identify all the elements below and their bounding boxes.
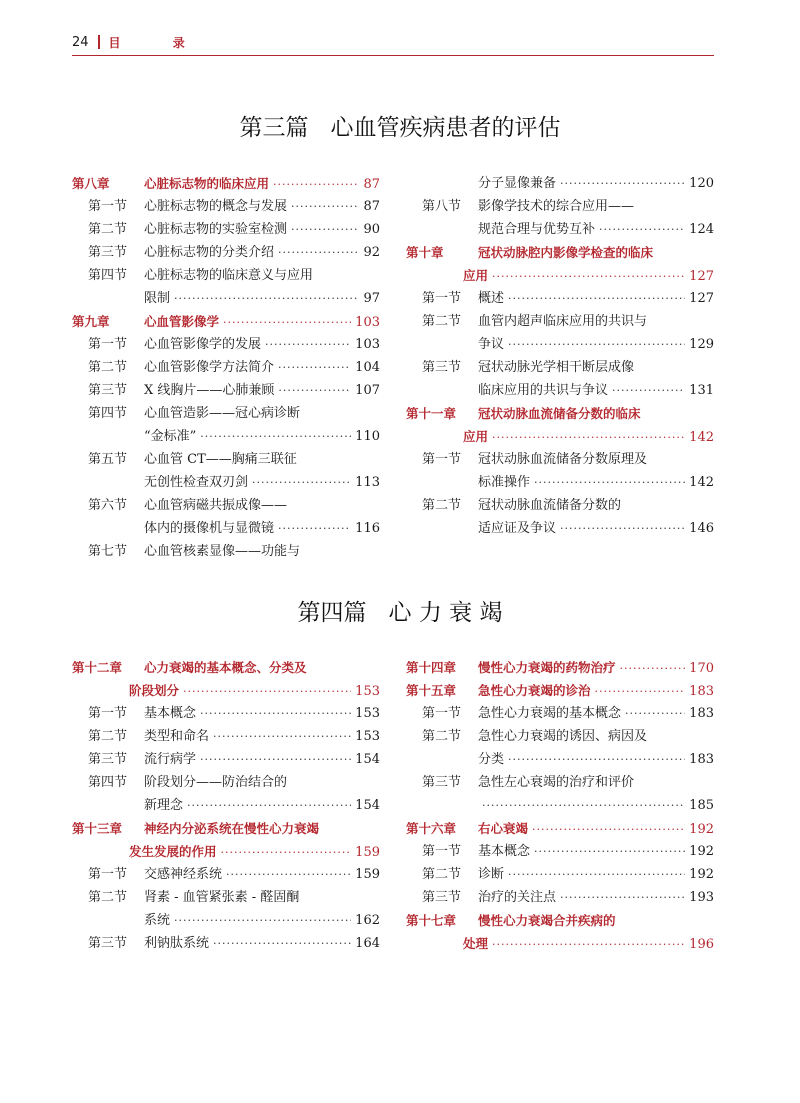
toc-entry-title: 慢性心力衰竭合并疾病的: [478, 913, 616, 928]
toc-entry-continuation[interactable]: [72, 679, 380, 702]
toc-chapter-entry[interactable]: [72, 172, 380, 195]
dot-leader: [221, 841, 352, 864]
toc-entry-title: 阶段划分——防治结合的: [144, 775, 288, 790]
toc-entry-title: 争议: [478, 337, 505, 352]
toc-entry-title: 血管内超声临床应用的共识与: [478, 314, 648, 329]
toc-entry-title: 类型和命名: [144, 729, 210, 744]
part-4-right-column: [406, 656, 714, 955]
dot-leader: [532, 818, 685, 841]
toc-entry-title: 神经内分泌系统在慢性心力衰竭: [144, 821, 320, 836]
toc-entry-page: 153: [355, 706, 380, 721]
toc-entry-title: 急性心力衰竭的基本概念: [478, 706, 622, 721]
toc-section-entry[interactable]: [406, 863, 714, 886]
toc-entry-title: 分类: [478, 752, 505, 767]
toc-entry-page: 90: [363, 222, 380, 237]
toc-entry-page: 127: [689, 269, 714, 284]
toc-entry-page: 124: [689, 222, 714, 237]
toc-entry-title: 心脏标志物的概念与发展: [144, 199, 288, 214]
toc-section-entry[interactable]: [72, 264, 380, 287]
toc-chapter-entry[interactable]: [406, 909, 714, 932]
toc-entry-title: 心力衰竭的基本概念、分类及: [144, 660, 307, 675]
toc-section-entry[interactable]: [72, 379, 380, 402]
toc-section-entry[interactable]: [72, 218, 380, 241]
toc-entry-title: 治疗的关注点: [478, 890, 557, 905]
toc-chapter-entry[interactable]: [406, 241, 714, 264]
part-4-title: [0, 594, 800, 627]
dot-leader: [252, 471, 351, 494]
toc-section-entry[interactable]: [406, 356, 714, 379]
part-3-title: [0, 109, 800, 142]
part-4-name: 心 力 衰 竭: [388, 600, 503, 626]
toc-entry-label: 第一节: [88, 199, 128, 214]
toc-chapter-entry[interactable]: [72, 817, 380, 840]
dot-leader: [534, 471, 685, 494]
toc-entry-title: 发生发展的作用: [129, 844, 217, 859]
toc-section-entry[interactable]: [406, 448, 714, 471]
toc-entry-title: 影像学技术的综合应用——: [478, 199, 635, 214]
dot-leader: [612, 379, 685, 402]
toc-entry-label: 第二节: [422, 314, 462, 329]
toc-section-entry[interactable]: [72, 886, 380, 909]
toc-entry-label: 第十一章: [406, 406, 457, 421]
dot-leader: [200, 702, 351, 725]
toc-entry-continuation[interactable]: [406, 218, 714, 241]
toc-chapter-entry[interactable]: [72, 310, 380, 333]
dot-leader: [508, 333, 685, 356]
toc-entry-label: 第三节: [88, 752, 128, 767]
toc-entry-title: 冠状动脉血流储备分数的: [478, 498, 622, 513]
toc-entry-label: 第五节: [88, 452, 128, 467]
dot-leader: [226, 863, 351, 886]
toc-entry-label: 第四节: [88, 268, 128, 283]
toc-section-entry[interactable]: [72, 448, 380, 471]
dot-leader: [560, 517, 685, 540]
toc-entry-page: 92: [363, 245, 380, 260]
part-3-left-column: [72, 172, 380, 563]
dot-leader: [273, 173, 359, 196]
toc-entry-title: 急性心力衰竭的诱因、病因及: [478, 729, 648, 744]
toc-section-entry[interactable]: [72, 748, 380, 771]
dot-leader: [291, 195, 359, 218]
toc-entry-title: 冠状动脉光学相干断层成像: [478, 360, 635, 375]
toc-entry-title: 心血管影像学: [144, 314, 220, 329]
toc-entry-continuation[interactable]: [72, 517, 380, 540]
toc-entry-title: 体内的摄像机与显微镜: [144, 521, 275, 536]
toc-section-entry[interactable]: [406, 886, 714, 909]
toc-entry-page: 142: [689, 475, 714, 490]
toc-chapter-entry[interactable]: [406, 656, 714, 679]
toc-chapter-entry[interactable]: [406, 817, 714, 840]
dot-leader: [291, 218, 359, 241]
dot-leader: [174, 909, 351, 932]
toc-section-entry[interactable]: [72, 241, 380, 264]
toc-entry-label: 第三节: [88, 936, 128, 951]
toc-entry-page: 97: [363, 291, 380, 306]
toc-entry-continuation[interactable]: [72, 909, 380, 932]
toc-entry-label: 第一节: [422, 452, 462, 467]
header-rule: [72, 55, 714, 56]
toc-entry-title: 适应证及争议: [478, 521, 557, 536]
toc-entry-label: 第三节: [88, 383, 128, 398]
toc-section-entry[interactable]: [72, 356, 380, 379]
toc-entry-title: 流行病学: [144, 752, 197, 767]
toc-section-entry[interactable]: [406, 310, 714, 333]
toc-chapter-entry[interactable]: [72, 656, 380, 679]
dot-leader: [278, 356, 351, 379]
toc-entry-title: 诊断: [478, 867, 505, 882]
dot-leader: [278, 517, 351, 540]
dot-leader: [492, 426, 685, 449]
toc-entry-page: 170: [689, 661, 714, 676]
toc-entry-title: 冠状动脉腔内影像学检查的临床: [478, 245, 654, 260]
toc-entry-page: 159: [355, 845, 380, 860]
toc-entry-continuation[interactable]: [406, 748, 714, 771]
toc-entry-label: 第八章: [72, 176, 110, 191]
dot-leader: [508, 863, 685, 886]
toc-entry-continuation[interactable]: [406, 471, 714, 494]
toc-entry-title: 标准操作: [478, 475, 531, 490]
toc-entry-label: 第一节: [422, 844, 462, 859]
toc-section-entry[interactable]: [72, 540, 380, 563]
toc-entry-label: 第二节: [422, 729, 462, 744]
dot-leader: [508, 748, 685, 771]
toc-section-entry[interactable]: [406, 702, 714, 725]
toc-entry-continuation[interactable]: [406, 172, 714, 195]
toc-entry-continuation[interactable]: [406, 794, 714, 817]
toc-entry-title: 急性心力衰竭的诊治: [478, 683, 591, 698]
toc-section-entry[interactable]: [72, 771, 380, 794]
toc-section-entry[interactable]: [72, 863, 380, 886]
part-3-name: 心血管疾病患者的评估: [330, 115, 561, 141]
toc-entry-title: 心血管造影——冠心病诊断: [144, 406, 301, 421]
toc-entry-title: 概述: [478, 291, 505, 306]
dot-leader: [174, 287, 359, 310]
toc-entry-label: 第二节: [88, 729, 128, 744]
toc-section-entry[interactable]: [406, 771, 714, 794]
toc-entry-label: 第一节: [422, 706, 462, 721]
dot-leader: [620, 657, 686, 680]
dot-leader: [223, 311, 351, 334]
running-header: [72, 30, 714, 54]
toc-entry-label: 第二节: [422, 867, 462, 882]
toc-entry-page: 196: [689, 937, 714, 952]
toc-chapter-entry[interactable]: [406, 402, 714, 425]
dot-leader: [492, 933, 685, 956]
toc-entry-title: “金标准”: [144, 429, 197, 444]
toc-entry-page: 193: [689, 890, 714, 905]
toc-entry-label: 第二节: [88, 890, 128, 905]
toc-entry-title: 冠状动脉血流储备分数原理及: [478, 452, 648, 467]
toc-entry-label: 第四节: [88, 406, 128, 421]
toc-section-entry[interactable]: [406, 494, 714, 517]
dot-leader: [213, 725, 351, 748]
dot-leader: [187, 794, 351, 817]
dot-leader: [278, 241, 359, 264]
toc-entry-page: 107: [355, 383, 380, 398]
toc-chapter-entry[interactable]: [406, 679, 714, 702]
toc-entry-title: 心脏标志物的分类介绍: [144, 245, 275, 260]
toc-entry-page: 185: [689, 798, 714, 813]
page-number: 24: [72, 34, 89, 50]
part-4-left-column: [72, 656, 380, 955]
toc-entry-page: 154: [355, 752, 380, 767]
toc-entry-title: 处理: [463, 936, 489, 951]
toc-entry-title: 应用: [463, 429, 489, 444]
toc-entry-title: 肾素 - 血管紧张素 - 醛固酮: [144, 890, 300, 905]
toc-entry-page: 142: [689, 430, 714, 445]
toc-entry-title: 系统: [144, 913, 171, 928]
dot-leader: [508, 287, 685, 310]
toc-entry-page: 154: [355, 798, 380, 813]
toc-entry-label: 第十三章: [72, 821, 123, 836]
toc-entry-label: 第三节: [88, 245, 128, 260]
toc-entry-label: 第二节: [422, 498, 462, 513]
toc-entry-page: 153: [355, 684, 380, 699]
toc-entry-continuation[interactable]: [406, 425, 714, 448]
toc-entry-title: 心血管影像学的发展: [144, 337, 262, 352]
toc-section-entry[interactable]: [406, 287, 714, 310]
toc-entry-label: 第八节: [422, 199, 462, 214]
toc-entry-page: 153: [355, 729, 380, 744]
toc-entry-title: 心血管 CT——胸痛三联征: [144, 452, 297, 467]
toc-entry-title: 临床应用的共识与争议: [478, 383, 609, 398]
toc-entry-label: 第九章: [72, 314, 110, 329]
toc-entry-label: 第十章: [406, 245, 444, 260]
part-3-right-column: [406, 172, 714, 540]
toc-entry-label: 第七节: [88, 544, 128, 559]
toc-section-entry[interactable]: [406, 840, 714, 863]
part-4-number: 第四篇: [297, 600, 367, 626]
toc-entry-title: X 线胸片——心肺兼顾: [144, 383, 275, 398]
toc-entry-label: 第一节: [88, 337, 128, 352]
toc-entry-continuation[interactable]: [406, 333, 714, 356]
toc-entry-title: 基本概念: [478, 844, 531, 859]
toc-entry-title: 利钠肽系统: [144, 936, 210, 951]
toc-entry-title: 心血管影像学方法简介: [144, 360, 275, 375]
toc-entry-page: 192: [689, 867, 714, 882]
dot-leader: [265, 333, 351, 356]
toc-entry-label: 第十四章: [406, 660, 457, 675]
toc-entry-title: 应用: [463, 268, 489, 283]
toc-entry-continuation[interactable]: [72, 840, 380, 863]
toc-section-entry[interactable]: [72, 333, 380, 356]
toc-entry-label: 第二节: [88, 360, 128, 375]
toc-entry-title: 交感神经系统: [144, 867, 223, 882]
dot-leader: [599, 218, 685, 241]
toc-entry-page: 159: [355, 867, 380, 882]
toc-entry-continuation[interactable]: [406, 932, 714, 955]
toc-entry-title: 右心衰竭: [478, 821, 529, 836]
part-3-number: 第三篇: [239, 115, 309, 141]
toc-entry-title: 冠状动脉血流储备分数的临床: [478, 406, 641, 421]
dot-leader: [482, 794, 685, 817]
toc-entry-page: 87: [363, 177, 380, 192]
toc-entry-label: 第一节: [422, 291, 462, 306]
dot-leader: [625, 702, 685, 725]
toc-entry-continuation[interactable]: [406, 517, 714, 540]
toc-entry-continuation[interactable]: [72, 425, 380, 448]
toc-entry-continuation[interactable]: [72, 287, 380, 310]
toc-entry-label: 第十二章: [72, 660, 123, 675]
dot-leader: [183, 680, 351, 703]
toc-entry-page: 116: [355, 521, 380, 536]
toc-entry-page: 87: [363, 199, 380, 214]
toc-entry-continuation[interactable]: [406, 379, 714, 402]
toc-entry-page: 120: [689, 176, 714, 191]
toc-entry-title: 规范合理与优势互补: [478, 222, 596, 237]
toc-section-entry[interactable]: [72, 932, 380, 955]
toc-entry-label: 第十五章: [406, 683, 457, 698]
toc-entry-page: 183: [689, 706, 714, 721]
toc-section-entry[interactable]: [72, 494, 380, 517]
toc-section-entry[interactable]: [72, 402, 380, 425]
toc-entry-title: 急性左心衰竭的治疗和评价: [478, 775, 635, 790]
toc-entry-page: 164: [355, 936, 380, 951]
toc-entry-page: 113: [355, 475, 380, 490]
toc-entry-label: 第一节: [88, 867, 128, 882]
dot-leader: [560, 172, 685, 195]
toc-section-entry[interactable]: [72, 195, 380, 218]
toc-entry-page: 183: [689, 684, 714, 699]
toc-entry-label: 第二节: [88, 222, 128, 237]
toc-entry-continuation[interactable]: [72, 794, 380, 817]
toc-entry-page: 104: [355, 360, 380, 375]
toc-entry-page: 103: [355, 337, 380, 352]
toc-entry-label: 第四节: [88, 775, 128, 790]
toc-entry-page: 162: [355, 913, 380, 928]
toc-section-entry[interactable]: [406, 195, 714, 218]
dot-leader: [534, 840, 685, 863]
toc-section-entry[interactable]: [72, 725, 380, 748]
toc-entry-title: 新理念: [144, 798, 184, 813]
dot-leader: [278, 379, 351, 402]
toc-section-entry[interactable]: [406, 725, 714, 748]
toc-entry-continuation[interactable]: [72, 471, 380, 494]
dot-leader: [213, 932, 351, 955]
toc-entry-label: 第三节: [422, 890, 462, 905]
toc-entry-title: 心脏标志物的临床应用: [144, 176, 270, 191]
header-title: 目 录: [108, 35, 209, 50]
toc-entry-title: 慢性心力衰竭的药物治疗: [478, 660, 616, 675]
dot-leader: [200, 748, 351, 771]
toc-entry-label: 第六节: [88, 498, 128, 513]
dot-leader: [595, 680, 686, 703]
toc-entry-page: 192: [689, 844, 714, 859]
toc-entry-title: 心血管核素显像——功能与: [144, 544, 301, 559]
toc-entry-page: 129: [689, 337, 714, 352]
toc-entry-continuation[interactable]: [406, 264, 714, 287]
toc-entry-page: 110: [355, 429, 380, 444]
dot-leader: [560, 886, 685, 909]
toc-entry-page: 146: [689, 521, 714, 536]
toc-entry-title: 限制: [144, 291, 171, 306]
toc-entry-title: 心脏标志物的临床意义与应用: [144, 268, 314, 283]
toc-entry-title: 心血管病磁共振成像——: [144, 498, 288, 513]
toc-entry-page: 127: [689, 291, 714, 306]
toc-entry-title: 心脏标志物的实验室检测: [144, 222, 288, 237]
toc-entry-page: 183: [689, 752, 714, 767]
toc-entry-page: 131: [689, 383, 714, 398]
toc-entry-page: 103: [355, 315, 380, 330]
header-divider: [98, 35, 100, 49]
toc-entry-page: 192: [689, 822, 714, 837]
toc-entry-label: 第一节: [88, 706, 128, 721]
toc-entry-title: 分子显像兼备: [478, 176, 557, 191]
toc-entry-label: 第三节: [422, 775, 462, 790]
toc-entry-label: 第十七章: [406, 913, 457, 928]
toc-entry-label: 第三节: [422, 360, 462, 375]
dot-leader: [492, 265, 685, 288]
toc-entry-title: 基本概念: [144, 706, 197, 721]
toc-entry-title: 无创性检查双刃剑: [144, 475, 249, 490]
dot-leader: [200, 425, 351, 448]
toc-entry-label: 第十六章: [406, 821, 457, 836]
toc-entry-title: 阶段划分: [129, 683, 180, 698]
toc-section-entry[interactable]: [72, 702, 380, 725]
